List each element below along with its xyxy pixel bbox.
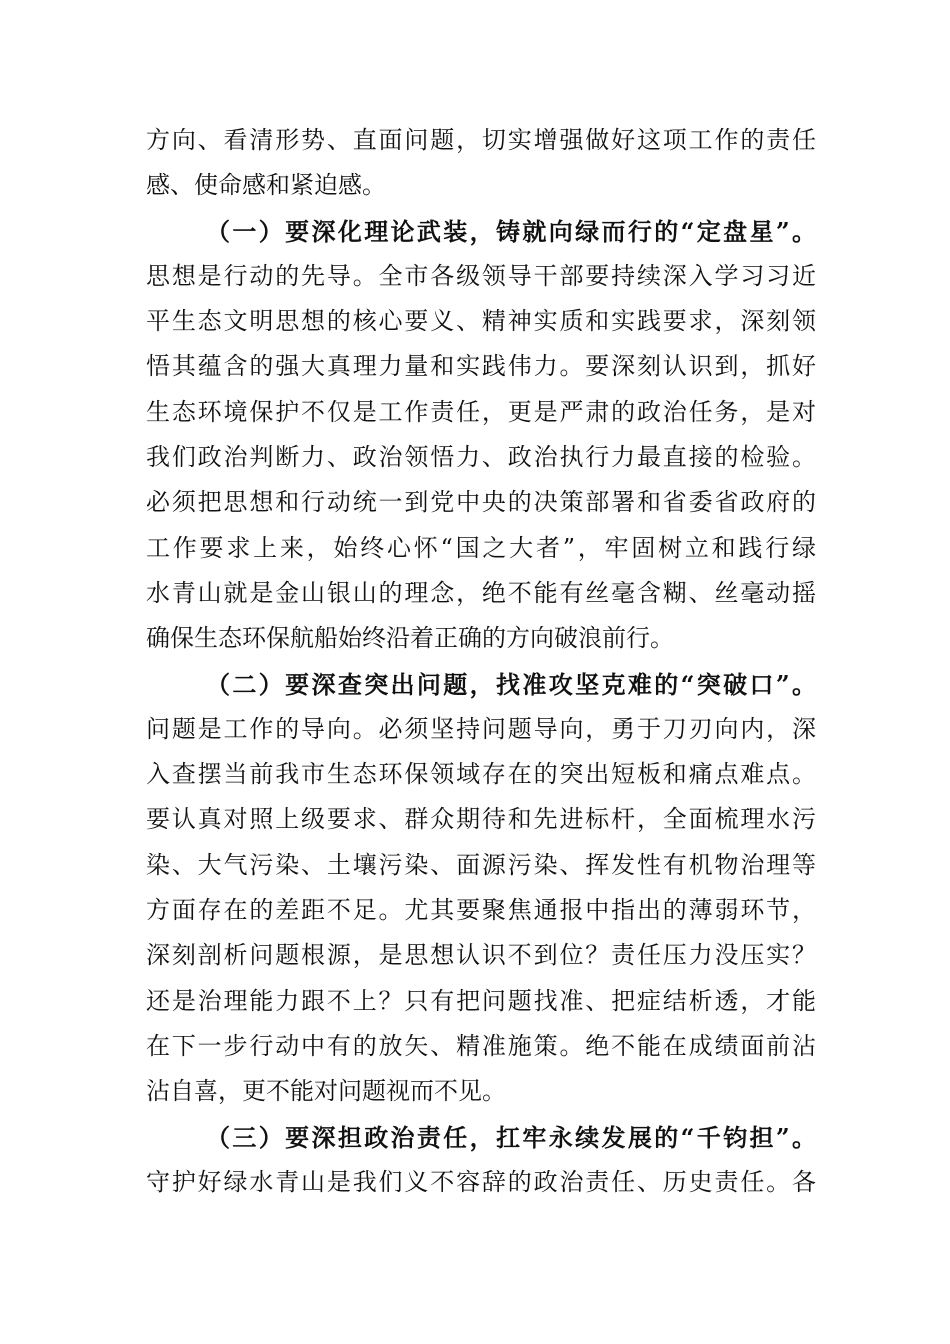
- section-heading: （二）要深查突出问题，找准攻坚克难的“突破口”。: [206, 669, 816, 699]
- text-line: 问题是工作的导向。必须坚持问题导向，勇于刀刃向内，深: [146, 714, 816, 743]
- text-line: 要认真对照上级要求、群众期待和先进标杆，全面梳理水污: [146, 805, 816, 834]
- text-line: 工作要求上来，始终心怀“国之大者”，牢固树立和践行绿: [146, 533, 816, 562]
- document-body: [146, 118, 816, 1205]
- text-line: 悟其蕴含的强大真理力量和实践伟力。要深刻认识到，抓好: [146, 352, 816, 381]
- text-line: 确保生态环保航船始终沿着正确的方向破浪前行。: [146, 624, 674, 653]
- text-line: 平生态文明思想的核心要义、精神实质和实践要求，深刻领: [146, 307, 816, 336]
- section-heading: （一）要深化理论武装，铸就向绿而行的“定盘星”。: [206, 216, 816, 246]
- text-line: 染、大气污染、土壤污染、面源污染、挥发性有机物治理等: [146, 850, 816, 879]
- text-line: 方向、看清形势、直面问题，切实增强做好这项工作的责任: [146, 126, 816, 154]
- text-line: 在下一步行动中有的放矢、精准施策。绝不能在成绩面前沾: [146, 1031, 816, 1060]
- section-heading: （三）要深担政治责任，扛牢永续发展的“千钧担”。: [206, 1122, 816, 1152]
- text-line: 入查摆当前我市生态环保领域存在的突出短板和痛点难点。: [146, 760, 816, 789]
- text-line: 深刻剖析问题根源，是思想认识不到位？责任压力没压实？: [146, 941, 816, 970]
- text-line: 方面存在的差距不足。尤其要聚焦通报中指出的薄弱环节，: [146, 896, 816, 925]
- text-line: 沾自喜，更不能对问题视而不见。: [146, 1077, 506, 1106]
- text-line: 水青山就是金山银山的理念，绝不能有丝毫含糊、丝毫动摇: [146, 578, 816, 607]
- text-line: 感、使命感和紧迫感。: [146, 171, 386, 200]
- text-line: 守护好绿水青山是我们义不容辞的政治责任、历史责任。各: [146, 1167, 816, 1196]
- text-line: 我们政治判断力、政治领悟力、政治执行力最直接的检验。: [146, 443, 816, 472]
- text-line: 生态环境保护不仅是工作责任，更是严肃的政治任务，是对: [146, 397, 816, 426]
- text-line: 还是治理能力跟不上？只有把问题找准、把症结析透，才能: [146, 986, 816, 1015]
- text-line: 思想是行动的先导。全市各级领导干部要持续深入学习习近: [146, 261, 816, 290]
- text-line: 必须把思想和行动统一到党中央的决策部署和省委省政府的: [146, 488, 816, 517]
